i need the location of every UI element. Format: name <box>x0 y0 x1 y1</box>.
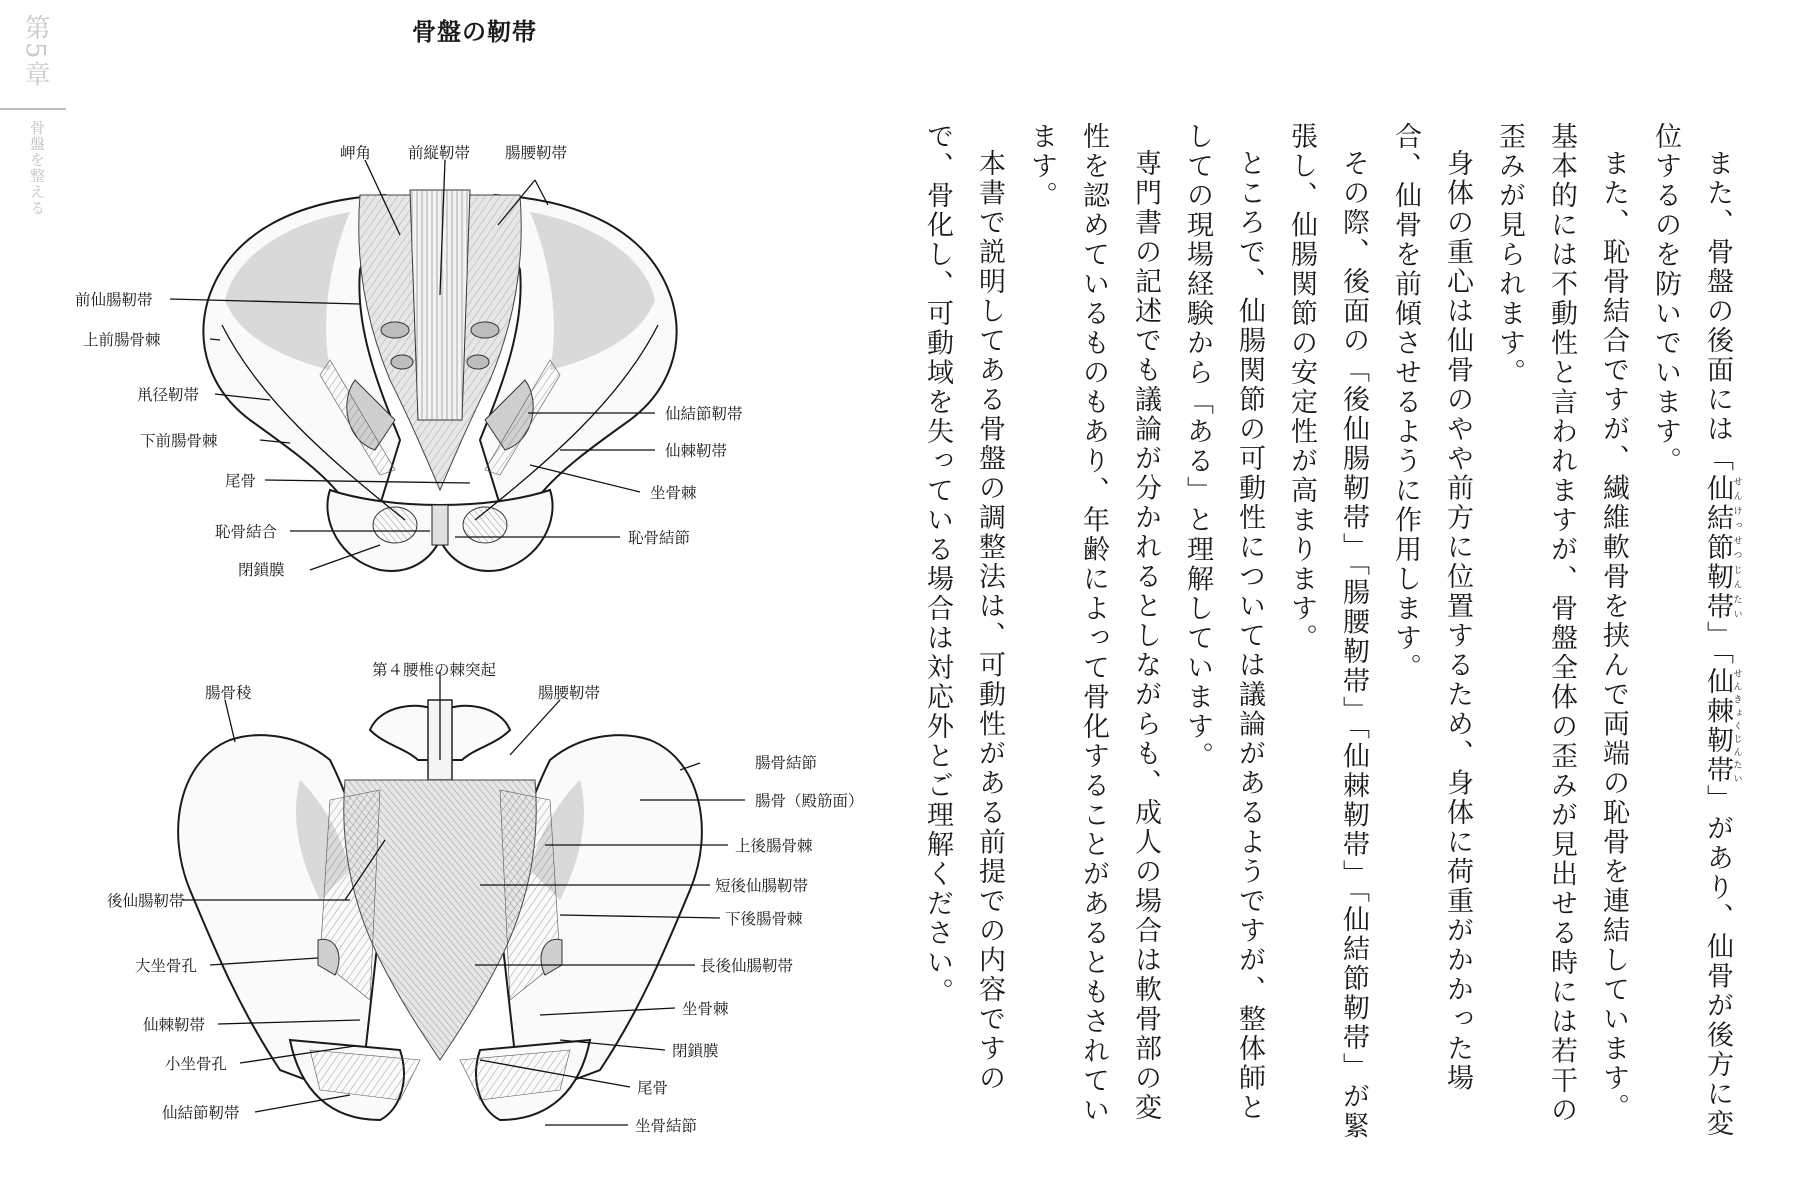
pubic-symphysis-disc <box>432 505 448 545</box>
label-posterior-sacroiliac-ligament: 後仙腸靭帯 <box>107 892 185 910</box>
label-l4-spinous-process: 第４腰椎の棘突起 <box>372 661 497 679</box>
paragraph-6: 専門書の記述でも議論が分かれるとしながらも、成人の場合は軟骨部の変性を認めているものもあり、年齢によって骨化することがあるともされています。 <box>1026 122 1161 1125</box>
label-piis: 下後腸骨棘 <box>725 910 803 928</box>
label-coccyx-front: 尾骨 <box>225 472 257 490</box>
ruby-sacrotuberous: 仙結節靭帯せんけっせつじんたい <box>1702 473 1742 621</box>
label-sacrospinous-ligament-back: 仙棘靭帯 <box>143 1016 206 1034</box>
label-long-posterior-sacroiliac-ligament: 長後仙腸靭帯 <box>700 957 794 975</box>
label-anterior-sacroiliac-ligament: 前仙腸靭帯 <box>75 291 153 309</box>
label-iliolumbar-ligament-front: 腸腰靭帯 <box>505 144 568 162</box>
label-iliac-tubercle: 腸骨結節 <box>755 754 818 772</box>
label-pubic-tubercle: 恥骨結節 <box>628 529 691 547</box>
label-short-posterior-sacroiliac-ligament: 短後仙腸靭帯 <box>715 877 809 895</box>
label-ischial-tuberosity: 坐骨結節 <box>635 1117 698 1135</box>
figure-title: 骨盤の靭帯 <box>412 18 537 46</box>
pelvis-back-view <box>107 661 864 1135</box>
label-iliolumbar-ligament-back: 腸腰靭帯 <box>538 684 601 702</box>
label-greater-sciatic-foramen: 大坐骨孔 <box>135 957 198 975</box>
chapter-subtitle: 骨盤を整える <box>28 120 46 216</box>
chapter-number: 第5章 <box>20 14 50 89</box>
label-obturator-membrane-back: 閉鎖膜 <box>672 1042 719 1060</box>
label-obturator-membrane-front: 閉鎖膜 <box>238 561 285 579</box>
label-inguinal-ligament: 鼡径靭帯 <box>137 386 200 404</box>
label-sacrospinous-ligament-front: 仙棘靭帯 <box>665 442 728 460</box>
paragraph-1: また、骨盤の後面には「仙結節靭帯せんけっせつじんたい」「仙棘靭帯せんきょくじんたい」があり、仙骨が後方に変位するのを防いでいます。 <box>1650 122 1742 1139</box>
label-anterior-longitudinal-ligament: 前縦靭帯 <box>408 144 471 162</box>
label-ischial-spine-front: 坐骨棘 <box>650 484 697 502</box>
label-coccyx-back: 尾骨 <box>637 1079 669 1097</box>
pelvis-front-view <box>75 144 743 579</box>
label-lesser-sciatic-foramen: 小坐骨孔 <box>165 1055 228 1073</box>
label-promontory: 岬角 <box>340 144 372 162</box>
label-pubic-symphysis: 恥骨結合 <box>215 523 278 541</box>
paragraph-7: 本書で説明してある骨盤の調整法は、可動性がある前提での内容ですので、骨化し、可動域を失っている場合は対応外とご理解ください。 <box>922 122 1005 1093</box>
ruby-sacrospinous: 仙棘靭帯せんきょくじんたい <box>1702 666 1742 785</box>
paragraph-2: また、恥骨結合ですが、繊維軟骨を挟んで両端の恥骨を連結しています。基本的には不動性と言われますが、骨盤全体の歪みが見出せる時には若干の歪みが見られます。 <box>1494 122 1629 1125</box>
label-iliac-crest: 腸骨稜 <box>205 684 252 702</box>
label-asis: 上前腸骨棘 <box>83 331 161 349</box>
paragraph-4: その際、後面の「後仙腸靭帯」「腸腰靭帯」「仙棘靭帯」「仙結節靭帯」が緊張し、仙腸関節の安定性が高まります。 <box>1286 122 1369 1141</box>
label-psis: 上後腸骨棘 <box>735 837 813 855</box>
body-text <box>922 122 1743 1142</box>
label-sacrotuberous-ligament-back: 仙結節靭帯 <box>162 1104 240 1122</box>
paragraph-3: 身体の重心は仙骨のやや前方に位置するため、身体に荷重がかかった場合、仙骨を前傾させるように作用します。 <box>1390 122 1473 1093</box>
label-ischial-spine-back: 坐骨棘 <box>682 1000 729 1018</box>
label-sacrotuberous-ligament-front: 仙結節靭帯 <box>665 405 743 423</box>
label-ilium-gluteal-surface: 腸骨（殿筋面） <box>755 792 864 810</box>
label-aiis: 下前腸骨棘 <box>140 432 218 450</box>
paragraph-5: ところで、仙腸関節の可動性については議論があるようですが、整体師としての現場経験から「ある」と理解しています。 <box>1182 122 1265 1123</box>
